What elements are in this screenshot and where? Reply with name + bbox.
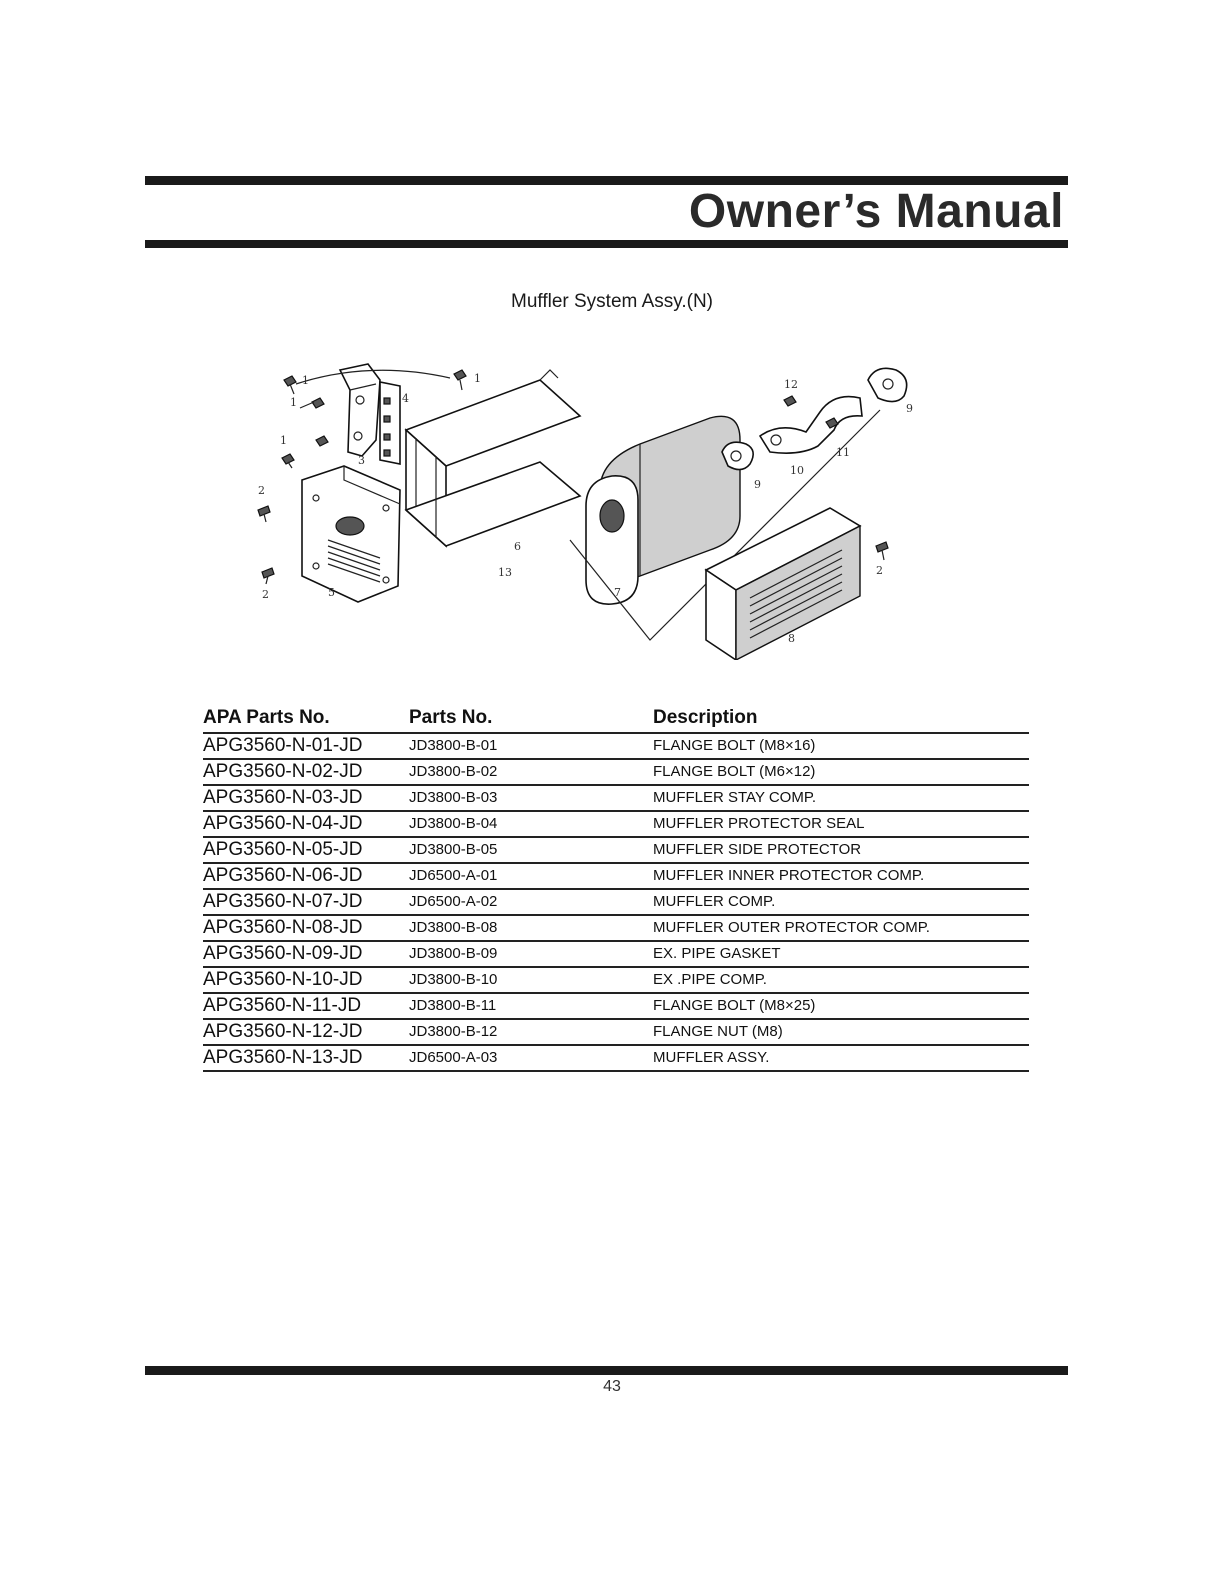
svg-text:3: 3 bbox=[358, 454, 365, 467]
description-cell: EX .PIPE COMP. bbox=[653, 967, 1029, 993]
description-cell: MUFFLER PROTECTOR SEAL bbox=[653, 811, 1029, 837]
description-cell: FLANGE BOLT (M6×12) bbox=[653, 759, 1029, 785]
svg-text:8: 8 bbox=[788, 632, 795, 645]
parts-table bbox=[203, 706, 1029, 1072]
muffler-exploded-diagram bbox=[240, 340, 940, 660]
svg-text:1: 1 bbox=[302, 374, 309, 387]
svg-text:1: 1 bbox=[280, 434, 287, 447]
page-number: 43 bbox=[603, 1378, 621, 1395]
apa-parts-no-cell: APG3560-N-02-JD bbox=[203, 759, 409, 785]
protector-seal-part bbox=[380, 382, 400, 464]
table-row bbox=[203, 733, 1029, 759]
svg-text:10: 10 bbox=[790, 464, 804, 477]
table-row bbox=[203, 915, 1029, 941]
parts-no-cell: JD3800-B-09 bbox=[409, 941, 653, 967]
apa-parts-no-cell: APG3560-N-05-JD bbox=[203, 837, 409, 863]
svg-text:7: 7 bbox=[614, 586, 621, 599]
description-cell: MUFFLER OUTER PROTECTOR COMP. bbox=[653, 915, 1029, 941]
svg-text:13: 13 bbox=[498, 566, 512, 579]
footer-rule bbox=[145, 1366, 1068, 1375]
svg-text:2: 2 bbox=[262, 588, 269, 601]
description-cell: MUFFLER ASSY. bbox=[653, 1045, 1029, 1071]
parts-table-body bbox=[203, 733, 1029, 1071]
parts-no-cell: JD6500-A-01 bbox=[409, 863, 653, 889]
table-row bbox=[203, 759, 1029, 785]
parts-no-cell: JD3800-B-03 bbox=[409, 785, 653, 811]
parts-no-cell: JD3800-B-04 bbox=[409, 811, 653, 837]
parts-no-cell: JD3800-B-08 bbox=[409, 915, 653, 941]
apa-parts-no-cell: APG3560-N-01-JD bbox=[203, 733, 409, 759]
parts-no-cell: JD3800-B-01 bbox=[409, 733, 653, 759]
description-cell: MUFFLER STAY COMP. bbox=[653, 785, 1029, 811]
inner-protector-part bbox=[406, 370, 580, 546]
apa-parts-no-cell: APG3560-N-12-JD bbox=[203, 1019, 409, 1045]
header-apa-parts-no: APA Parts No. bbox=[203, 706, 409, 733]
svg-text:11: 11 bbox=[836, 446, 850, 459]
side-protector-part bbox=[302, 466, 400, 602]
header-description: Description bbox=[653, 706, 1029, 733]
apa-parts-no-cell: APG3560-N-03-JD bbox=[203, 785, 409, 811]
parts-no-cell: JD3800-B-05 bbox=[409, 837, 653, 863]
muffler-stay-part bbox=[340, 364, 380, 456]
svg-text:9: 9 bbox=[754, 478, 761, 491]
description-cell: MUFFLER SIDE PROTECTOR bbox=[653, 837, 1029, 863]
description-cell: MUFFLER INNER PROTECTOR COMP. bbox=[653, 863, 1029, 889]
table-row bbox=[203, 941, 1029, 967]
description-cell: FLANGE BOLT (M8×16) bbox=[653, 733, 1029, 759]
parts-no-cell: JD3800-B-02 bbox=[409, 759, 653, 785]
manual-title: Owner’s Manual bbox=[688, 185, 1064, 238]
table-row bbox=[203, 967, 1029, 993]
svg-text:12: 12 bbox=[784, 378, 798, 391]
apa-parts-no-cell: APG3560-N-13-JD bbox=[203, 1045, 409, 1071]
table-header-row bbox=[203, 706, 1029, 733]
table-row bbox=[203, 863, 1029, 889]
description-cell: FLANGE NUT (M8) bbox=[653, 1019, 1029, 1045]
parts-no-cell: JD3800-B-10 bbox=[409, 967, 653, 993]
parts-no-cell: JD3800-B-11 bbox=[409, 993, 653, 1019]
svg-text:1: 1 bbox=[474, 372, 481, 385]
parts-no-cell: JD6500-A-02 bbox=[409, 889, 653, 915]
ex-pipe-parts bbox=[722, 368, 907, 469]
svg-text:4: 4 bbox=[402, 392, 409, 405]
table-row bbox=[203, 785, 1029, 811]
apa-parts-no-cell: APG3560-N-07-JD bbox=[203, 889, 409, 915]
apa-parts-no-cell: APG3560-N-08-JD bbox=[203, 915, 409, 941]
description-cell: FLANGE BOLT (M8×25) bbox=[653, 993, 1029, 1019]
header-parts-no: Parts No. bbox=[409, 706, 653, 733]
apa-parts-no-cell: APG3560-N-09-JD bbox=[203, 941, 409, 967]
parts-no-cell: JD6500-A-03 bbox=[409, 1045, 653, 1071]
table-row bbox=[203, 993, 1029, 1019]
apa-parts-no-cell: APG3560-N-11-JD bbox=[203, 993, 409, 1019]
svg-text:5: 5 bbox=[328, 586, 335, 599]
apa-parts-no-cell: APG3560-N-10-JD bbox=[203, 967, 409, 993]
diagram-title: Muffler System Assy.(N) bbox=[511, 291, 713, 312]
table-row bbox=[203, 1045, 1029, 1071]
description-cell: EX. PIPE GASKET bbox=[653, 941, 1029, 967]
apa-parts-no-cell: APG3560-N-06-JD bbox=[203, 863, 409, 889]
svg-text:1: 1 bbox=[290, 396, 297, 409]
table-row bbox=[203, 837, 1029, 863]
table-row bbox=[203, 1019, 1029, 1045]
description-cell: MUFFLER COMP. bbox=[653, 889, 1029, 915]
apa-parts-no-cell: APG3560-N-04-JD bbox=[203, 811, 409, 837]
header-rule-bottom bbox=[145, 240, 1068, 248]
table-row bbox=[203, 889, 1029, 915]
svg-text:2: 2 bbox=[876, 564, 883, 577]
svg-text:6: 6 bbox=[514, 540, 521, 553]
table-row bbox=[203, 811, 1029, 837]
svg-text:2: 2 bbox=[258, 484, 265, 497]
svg-text:9: 9 bbox=[906, 402, 913, 415]
parts-no-cell: JD3800-B-12 bbox=[409, 1019, 653, 1045]
